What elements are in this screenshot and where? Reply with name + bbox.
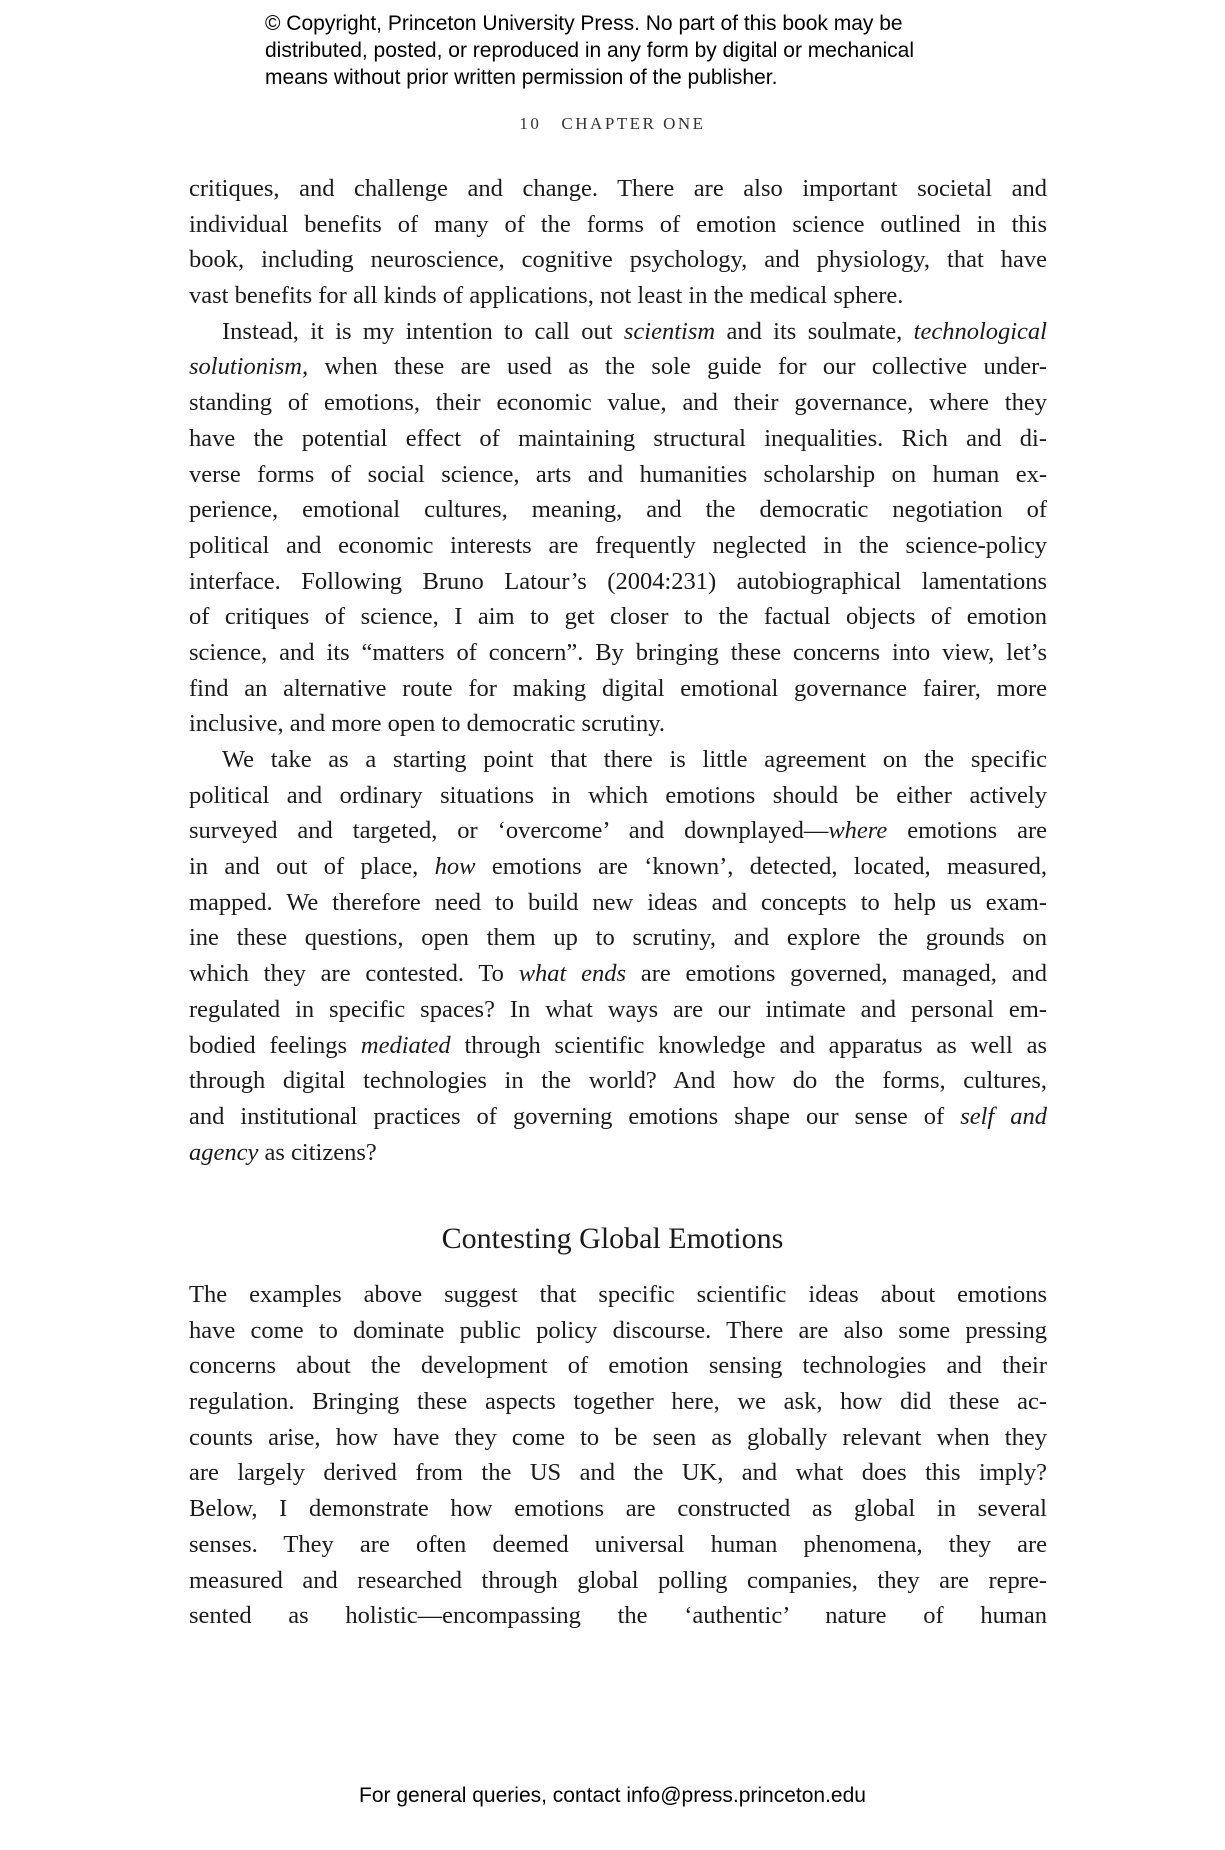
text-segment: as citizens?	[258, 1138, 377, 1166]
text-line	[189, 813, 1047, 849]
text-segment: and its soulmate,	[715, 317, 914, 345]
text-line: book, including neuroscience, cognitive psychology, and physiology, that have	[189, 246, 1047, 274]
text-segment: which they are contested. To	[189, 960, 519, 988]
italic-text: mediated	[360, 1031, 451, 1059]
text-line: have the potential effect of maintaining structural inequalities. Rich and di-	[189, 424, 1047, 452]
text-line: vast benefits for all kinds of applications, not least in the medical sphere.	[189, 282, 904, 310]
text-line: inclusive, and more open to democratic scrutiny.	[189, 710, 666, 738]
text-segment: in and out of place,	[189, 853, 435, 881]
text-line: regulation. Bringing these aspects together here, we ask, how did these ac-	[189, 1388, 1047, 1416]
running-head	[0, 114, 1225, 134]
text-line: mapped. We therefore need to build new ideas and concepts to help us exam-	[189, 888, 1047, 916]
text-line: critiques, and challenge and change. There are also important societal and	[189, 175, 1047, 202]
text-line: of critiques of science, I aim to get closer to the factual objects of emotion	[189, 603, 1047, 631]
paragraph	[189, 171, 1047, 314]
text-line	[189, 1135, 1047, 1171]
text-line: The examples above suggest that specific scientific ideas about emotions	[189, 1281, 1047, 1308]
text-line: ine these questions, open them up to scrutiny, and explore the grounds on	[189, 924, 1047, 952]
paragraph	[189, 742, 1047, 1170]
section-heading: Contesting Global Emotions	[441, 1222, 784, 1255]
copyright-notice	[265, 10, 914, 91]
text-segment: are emotions governed, managed, and	[626, 960, 1048, 988]
text-segment: through scientific knowledge and apparatus as well as	[450, 1031, 1047, 1059]
copyright-line: means without prior written permission of the publisher.	[265, 66, 778, 89]
text-segment: bodied feelings	[189, 1031, 361, 1059]
text-segment: when these are used as the sole guide for our collective under-	[308, 353, 1047, 381]
copyright-line: distributed, posted, or reproduced in any form by digital or mechanical	[265, 39, 915, 62]
text-line: Below, I demonstrate how emotions are constructed as global in several	[189, 1495, 1047, 1523]
text-line: We take as a starting point that there is little agreement on the specific	[222, 746, 1047, 773]
text-line	[189, 349, 1047, 385]
italic-text: scientism	[623, 317, 716, 345]
italic-text: agency	[189, 1138, 259, 1166]
italic-text: self and	[960, 1102, 1047, 1130]
chapter-title: CHAPTER ONE	[561, 114, 706, 133]
italic-text: solutionism,	[189, 353, 309, 381]
text-line	[189, 849, 1047, 885]
text-line: through digital technologies in the world? And how do the forms, cultures,	[189, 1067, 1047, 1095]
paragraph	[189, 1277, 1047, 1634]
text-line: verse forms of social science, arts and humanities scholarship on human ex-	[189, 460, 1047, 488]
text-line: interface. Following Bruno Latour’s (2004:231) autobiographical lamentations	[189, 567, 1047, 595]
text-line	[189, 1099, 1047, 1135]
text-line: measured and researched through global polling companies, they are repre-	[189, 1566, 1047, 1594]
text-line	[189, 1028, 1047, 1064]
text-line: sented as holistic—encompassing the ‘authentic’ nature of human	[189, 1602, 1047, 1630]
text-segment: and institutional practices of governing emotions shape our sense of	[189, 1102, 961, 1130]
text-line: individual benefits of many of the forms of emotion science outlined in this	[189, 210, 1047, 238]
italic-text: technological	[913, 317, 1047, 345]
body-text-lower	[189, 1277, 1047, 1634]
text-line: concerns about the development of emotion sensing technologies and their	[189, 1352, 1047, 1380]
copyright-line: © Copyright, Princeton University Press. No part of this book may be	[265, 12, 903, 35]
text-line: science, and its “matters of concern”. By bringing these concerns into view, let’s	[189, 638, 1047, 666]
text-line: counts arise, how have they come to be seen as globally relevant when they	[189, 1423, 1047, 1451]
italic-text: where	[828, 817, 888, 845]
text-line: regulated in specific spaces? In what ways are our intimate and personal em-	[189, 995, 1047, 1023]
text-line: find an alternative route for making digital emotional governance fairer, more	[189, 674, 1047, 702]
page-number: 10	[519, 114, 542, 133]
italic-text: how	[434, 853, 476, 881]
italic-text: what ends	[518, 960, 627, 988]
text-line: have come to dominate public policy discourse. There are also some pressing	[189, 1316, 1047, 1344]
body-text-upper	[189, 171, 1047, 1170]
text-line: standing of emotions, their economic value, and their governance, where they	[189, 389, 1047, 417]
text-line: political and ordinary situations in which emotions should be either actively	[189, 781, 1047, 809]
text-segment: emotions are	[887, 817, 1047, 845]
text-line: perience, emotional cultures, meaning, and the democratic negotiation of	[189, 496, 1047, 524]
footer-contact: For general queries, contact info@press.princeton.edu	[359, 1784, 866, 1807]
text-line: are largely derived from the US and the UK, and what does this imply?	[189, 1459, 1047, 1487]
text-segment: Instead, it is my intention to call out	[222, 317, 624, 345]
text-line	[189, 956, 1047, 992]
text-segment: surveyed and targeted, or ‘overcome’ and downplayed—	[189, 817, 829, 845]
text-segment: emotions are ‘known’, detected, located, measured,	[475, 853, 1048, 881]
text-line: senses. They are often deemed universal human phenomena, they are	[189, 1530, 1047, 1558]
text-line: political and economic interests are frequently neglected in the science-policy	[189, 531, 1047, 559]
text-line	[189, 314, 1047, 350]
paragraph	[189, 314, 1047, 742]
